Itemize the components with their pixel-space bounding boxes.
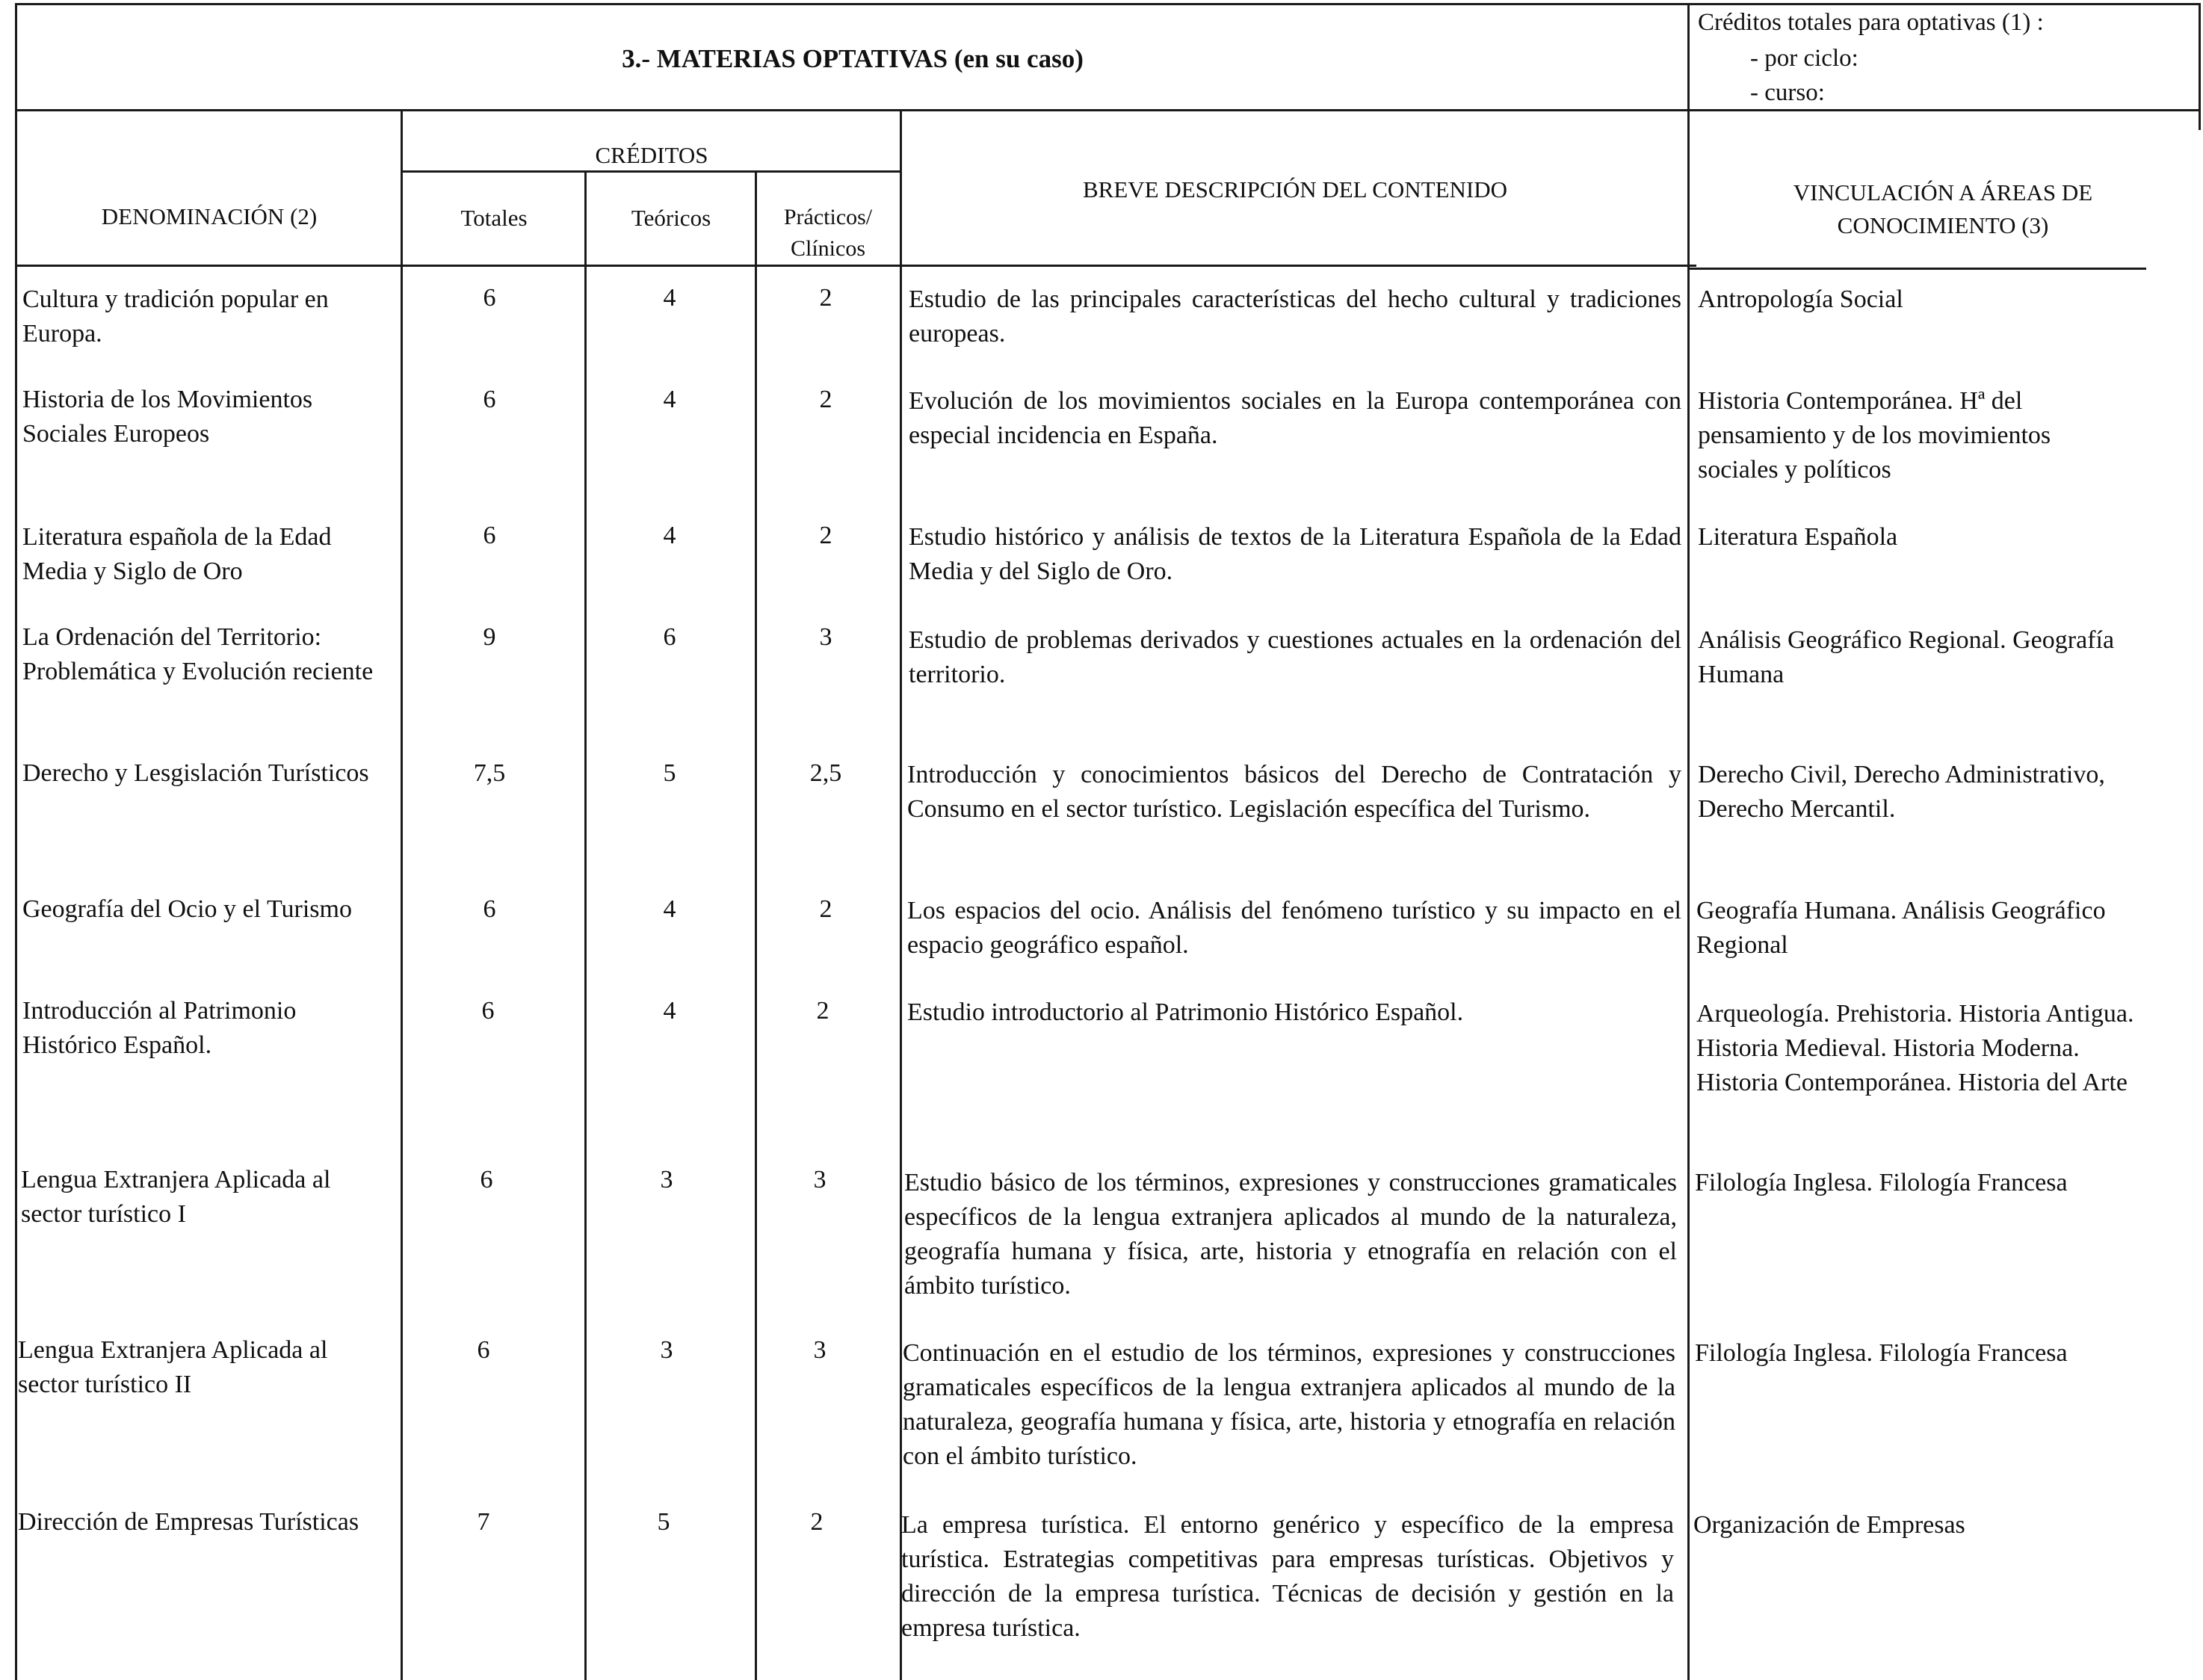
row-4-denominacion: La Ordenación del Territorio: Problemática y Evolución reciente (22, 623, 374, 685)
row-1-denominacion: Cultura y tradición popular en Europa. (22, 285, 329, 348)
col-border-totales (584, 170, 587, 1680)
row-10-totales: 7 (477, 1508, 490, 1536)
title-bottom-border (15, 109, 2200, 111)
row-5-totales: 7,5 (473, 759, 506, 787)
header-bottom-border-left (15, 265, 1696, 267)
row-10-practicos: 2 (810, 1508, 824, 1536)
col-border-teoricos (755, 170, 757, 1680)
row-8-teoricos: 3 (660, 1166, 673, 1193)
header-vinculacion: VINCULACIÓN A ÁREAS DE CONOCIMIENTO (3) (1793, 179, 2093, 238)
header-practicos: Prácticos/ Clínicos (783, 205, 873, 261)
table-top-border (15, 3, 2200, 5)
col-border-practicos (900, 109, 902, 1680)
row-8-areas: Filología Inglesa. Filología Francesa (1695, 1169, 2068, 1196)
header-totales: Totales (460, 205, 528, 231)
row-2-teoricos: 4 (663, 386, 676, 413)
row-3-practicos: 2 (819, 522, 832, 549)
row-6-practicos: 2 (819, 895, 832, 923)
row-8-descripcion: Estudio básico de los términos, expresiones y construcciones gramaticales específicos de la lengua extranjera aplicados al mundo de la naturaleza, geografía humana y física, arte, historia y etnografía en relación con el ámbito turístico. (904, 1169, 1677, 1300)
row-1-practicos: 2 (819, 284, 832, 312)
row-8-practicos: 3 (813, 1166, 826, 1193)
row-1-descripcion: Estudio de las principales características del hecho cultural y tradiciones europeas. (909, 285, 1681, 348)
row-9-teoricos: 3 (660, 1336, 673, 1364)
row-7-denominacion: Introducción al Patrimonio Histórico Español. (22, 997, 297, 1059)
header-bottom-border-right (1689, 268, 2146, 270)
row-3-areas: Literatura Española (1698, 523, 1898, 551)
row-4-areas: Análisis Geográfico Regional. Geografía Humana (1698, 626, 2115, 688)
row-5-denominacion: Derecho y Lesgislación Turísticos (22, 759, 369, 787)
row-4-teoricos: 6 (663, 623, 676, 651)
row-7-areas: Arqueología. Prehistoria. Historia Antigua. Historia Medieval. Historia Moderna. Historia Contemporánea. Historia del Arte (1696, 1000, 2134, 1096)
row-3-denominacion: Literatura española de la Edad Media y Siglo de Oro (22, 523, 332, 585)
section-title: 3.- MATERIAS OPTATIVAS (en su caso) (622, 44, 1084, 73)
row-8-denominacion: Lengua Extranjera Aplicada al sector turístico I (21, 1166, 331, 1228)
header-denominacion: DENOMINACIÓN (2) (101, 203, 318, 229)
row-1-totales: 6 (483, 284, 496, 312)
col-border-descripcion (1687, 3, 1690, 1680)
row-7-teoricos: 4 (663, 997, 676, 1025)
credits-per-cycle-label: - por ciclo: (1750, 45, 1859, 72)
row-1-teoricos: 4 (663, 284, 676, 312)
row-10-descripcion: La empresa turística. El entorno genérico y específico de la empresa turística. Estrategias competitivas para empresas turísticas. Objetivos y dirección de la empresa turística. Técnicas de decisión y gestión en la empresa turística. (901, 1511, 1674, 1642)
row-3-teoricos: 4 (663, 522, 676, 549)
row-6-denominacion: Geografía del Ocio y el Turismo (22, 895, 352, 923)
row-5-practicos: 2,5 (809, 759, 842, 787)
row-9-areas: Filología Inglesa. Filología Francesa (1695, 1339, 2068, 1367)
row-4-totales: 9 (483, 623, 496, 651)
row-10-denominacion: Dirección de Empresas Turísticas (18, 1508, 359, 1536)
row-7-descripcion: Estudio introductorio al Patrimonio Histórico Español. (907, 998, 1464, 1026)
header-teoricos: Teóricos (631, 205, 711, 231)
row-6-teoricos: 4 (663, 895, 676, 923)
row-1-areas: Antropología Social (1698, 285, 1903, 313)
credits-per-course-label: - curso: (1750, 79, 1825, 106)
row-8-totales: 6 (480, 1166, 493, 1193)
row-9-denominacion: Lengua Extranjera Aplicada al sector turístico II (18, 1336, 328, 1398)
row-2-areas: Historia Contemporánea. Hª del pensamiento y de los movimientos sociales y políticos (1698, 387, 2051, 484)
row-2-totales: 6 (483, 386, 496, 413)
col-border-denominacion (401, 109, 403, 1680)
header-creditos: CRÉDITOS (595, 142, 708, 168)
row-6-totales: 6 (483, 895, 496, 923)
row-6-areas: Geografía Humana. Análisis Geográfico Regional (1696, 897, 2106, 959)
row-4-practicos: 3 (819, 623, 832, 651)
row-2-descripcion: Evolución de los movimientos sociales en la Europa contemporánea con especial incidencia en España. (909, 387, 1681, 449)
row-5-teoricos: 5 (663, 759, 676, 787)
credits-total-label: Créditos totales para optativas (1) : (1698, 9, 2044, 36)
row-5-areas: Derecho Civil, Derecho Administrativo, Derecho Mercantil. (1698, 761, 2105, 823)
row-2-denominacion: Historia de los Movimientos Sociales Europeos (22, 386, 313, 448)
header-descripcion: BREVE DESCRIPCIÓN DEL CONTENIDO (1082, 176, 1508, 203)
row-4-descripcion: Estudio de problemas derivados y cuestiones actuales en la ordenación del territorio. (909, 626, 1681, 688)
row-9-practicos: 3 (813, 1336, 826, 1364)
row-7-totales: 6 (481, 997, 495, 1025)
row-10-teoricos: 5 (657, 1508, 670, 1536)
row-9-totales: 6 (477, 1336, 490, 1364)
row-9-descripcion: Continuación en el estudio de los términos, expresiones y construcciones gramaticales específicos de la lengua extranjera aplicados al mundo de la naturaleza, geografía humana y física, arte, historia y etnografía en relación con el ámbito turístico. (903, 1339, 1675, 1470)
row-6-descripcion: Los espacios del ocio. Análisis del fenómeno turístico y su impacto en el espacio geográfico español. (907, 897, 1681, 959)
table-left-border (15, 3, 17, 1680)
table-right-border (2199, 3, 2201, 130)
row-7-practicos: 2 (816, 997, 829, 1025)
row-10-areas: Organización de Empresas (1693, 1511, 1965, 1539)
row-5-descripcion: Introducción y conocimientos básicos del Derecho de Contratación y Consumo en el sector turístico. Legislación específica del Turismo. (907, 761, 1681, 823)
row-3-totales: 6 (483, 522, 496, 549)
row-3-descripcion: Estudio histórico y análisis de textos de la Literatura Española de la Edad Media y del Siglo de Oro. (909, 523, 1681, 585)
row-2-practicos: 2 (819, 386, 832, 413)
